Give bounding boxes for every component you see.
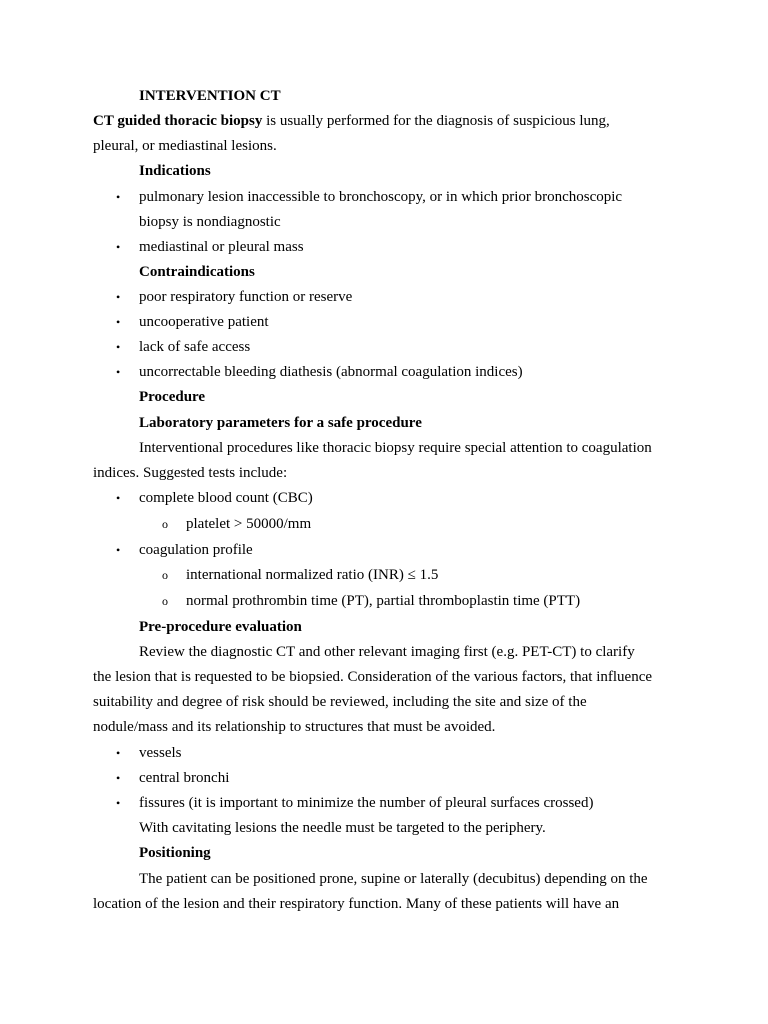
contraindications-heading: Contraindications: [139, 264, 255, 280]
positioning-para-line-2: [0, 894, 768, 919]
indication-item-1: [0, 187, 768, 212]
contraindication-item: [0, 312, 768, 337]
pre-procedure-para-line-1: [0, 642, 768, 667]
intro-rest: is usually performed for the diagnosis of suspicious lung,: [262, 113, 610, 129]
lab-para-line-1: [0, 438, 768, 463]
avoid-structure-item: [0, 793, 768, 818]
positioning-para-text-2: location of the lesion and their respiratory function. Many of these patients will have an: [93, 896, 620, 912]
test-subitem-inr: [0, 565, 768, 590]
test-subitem-inr-text: international normalized ratio (INR) ≤ 1.5: [186, 567, 439, 583]
procedure-heading-line: [0, 387, 768, 412]
pre-procedure-para-text-2: the lesion that is requested to be biopsied. Consideration of the various factors, that influence: [93, 669, 653, 685]
test-subitem-platelet-text: platelet > 50000/mm: [186, 516, 312, 532]
intro-text: [93, 111, 610, 131]
procedure-heading: Procedure: [139, 389, 206, 405]
sub-bullet-icon: o: [162, 568, 168, 582]
bullet-icon: •: [116, 315, 121, 329]
bullet-icon: •: [116, 796, 121, 810]
lab-para-text-1: Interventional procedures like thoracic biopsy require special attention to coagulation: [139, 440, 652, 456]
test-subitem-pt-ptt: [0, 591, 768, 616]
contraindications-heading-line: [0, 262, 768, 287]
indication-item-2-text: mediastinal or pleural mass: [139, 239, 304, 255]
pre-procedure-heading: Pre-procedure evaluation: [139, 619, 302, 635]
lab-para-line-2: [0, 463, 768, 488]
test-subitem-pt-ptt-text: normal prothrombin time (PT), partial thromboplastin time (PTT): [186, 593, 581, 609]
lab-parameters-heading: Laboratory parameters for a safe procedure: [139, 415, 422, 431]
test-item-cbc: [0, 488, 768, 513]
indication-item-1-line-2: biopsy is nondiagnostic: [139, 214, 281, 230]
contraindication-item: [0, 362, 768, 387]
avoid-structure-item: [0, 743, 768, 768]
bullet-icon: •: [116, 365, 121, 379]
bullet-icon: •: [116, 746, 121, 760]
test-item-cbc-text: complete blood count (CBC): [139, 490, 313, 506]
bullet-icon: •: [116, 190, 121, 204]
bullet-icon: •: [116, 543, 121, 557]
lab-heading-line: [0, 413, 768, 438]
pre-procedure-para-text-4: nodule/mass and its relationship to structures that must be avoided.: [93, 719, 496, 735]
lab-para-text-2: indices. Suggested tests include:: [93, 465, 288, 481]
contraindication-item-text: uncorrectable bleeding diathesis (abnormal coagulation indices): [139, 364, 523, 380]
pre-procedure-para-text-1: Review the diagnostic CT and other relevant imaging first (e.g. PET-CT) to clarify: [139, 644, 635, 660]
bullet-icon: •: [116, 290, 121, 304]
positioning-para-text-1: The patient can be positioned prone, supine or laterally (decubitus) depending on the: [139, 871, 648, 887]
indication-item-2: [0, 237, 768, 262]
avoid-structure-item: [0, 768, 768, 793]
pre-procedure-para-text-3: suitability and degree of risk should be reviewed, including the site and size of the: [93, 694, 587, 710]
indication-item-1-line-1: pulmonary lesion inaccessible to bronchoscopy, or in which prior bronchoscopic: [139, 189, 623, 205]
avoid-structure-item-text: central bronchi: [139, 770, 230, 786]
avoid-structure-item-text: vessels: [139, 745, 182, 761]
intro-line-2-text: pleural, or mediastinal lesions.: [93, 138, 277, 154]
sub-bullet-icon: o: [162, 594, 168, 608]
bullet-icon: •: [116, 771, 121, 785]
contraindication-item-text: uncooperative patient: [139, 314, 269, 330]
avoid-structure-item-text: fissures (it is important to minimize the number of pleural surfaces crossed): [139, 795, 594, 811]
contraindication-item: [0, 337, 768, 362]
cavitating-note-line: [0, 818, 768, 843]
cavitating-note: With cavitating lesions the needle must be targeted to the periphery.: [139, 820, 546, 836]
intro-line-2: [0, 136, 768, 161]
indications-heading: Indications: [139, 163, 211, 179]
intro-line-1: [0, 111, 768, 136]
positioning-heading-line: [0, 843, 768, 868]
bullet-icon: •: [116, 240, 121, 254]
pre-procedure-para-line-4: [0, 717, 768, 742]
intro-bold-term: CT guided thoracic biopsy: [93, 113, 263, 129]
positioning-heading: Positioning: [139, 845, 211, 861]
indication-item-1-cont: [0, 212, 768, 237]
test-item-coag-text: coagulation profile: [139, 542, 253, 558]
contraindication-item-text: poor respiratory function or reserve: [139, 289, 353, 305]
pre-procedure-para-line-3: [0, 692, 768, 717]
contraindication-item-text: lack of safe access: [139, 339, 251, 355]
contraindication-item: [0, 287, 768, 312]
test-subitem-platelet: [0, 514, 768, 539]
bullet-icon: •: [116, 491, 121, 505]
sub-bullet-icon: o: [162, 517, 168, 531]
indications-heading-line: [0, 161, 768, 186]
positioning-para-line-1: [0, 869, 768, 894]
pre-procedure-para-line-2: [0, 667, 768, 692]
test-item-coag: [0, 540, 768, 565]
pre-procedure-heading-line: [0, 617, 768, 642]
document-title: INTERVENTION CT: [139, 88, 281, 104]
bullet-icon: •: [116, 340, 121, 354]
document-title-line: [0, 86, 768, 111]
